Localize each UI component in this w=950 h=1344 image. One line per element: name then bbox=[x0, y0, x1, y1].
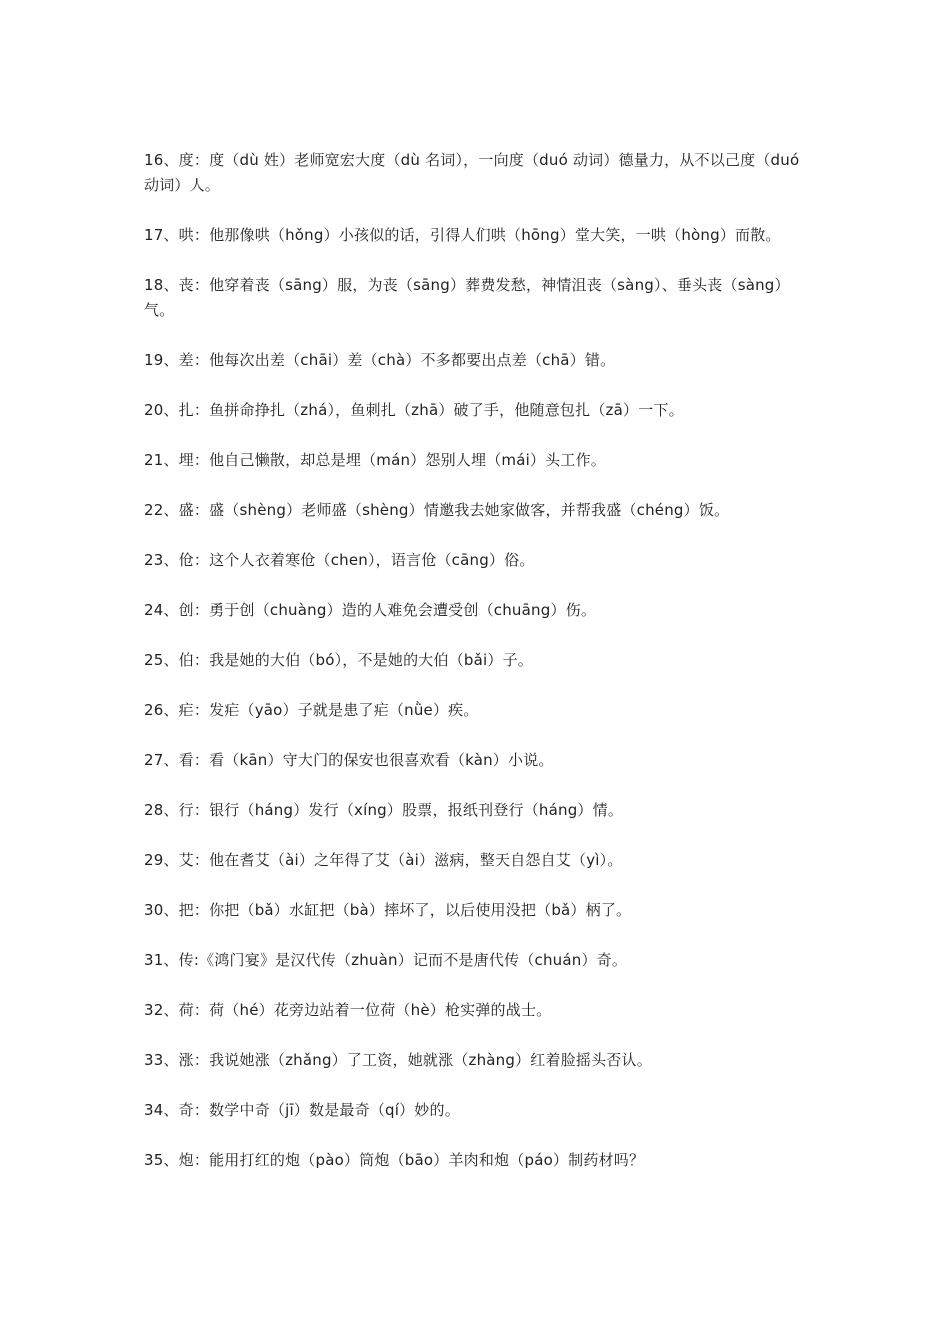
list-item: 34、奇：数学中奇（jī）数是最奇（qí）妙的。 bbox=[144, 1101, 460, 1119]
list-item: 24、创：勇于创（chuàng）造的人难免会遭受创（chuāng）伤。 bbox=[144, 601, 597, 619]
list-item: 21、埋：他自己懒散，却总是埋（mán）怨别人埋（mái）头工作。 bbox=[144, 451, 606, 469]
list-item: 20、扎：鱼拼命挣扎（zhá），鱼刺扎（zhā）破了手，他随意包扎（zā）一下。 bbox=[144, 401, 684, 419]
list-item: 29、艾：他在耆艾（ài）之年得了艾（ài）滋病，整天自怨自艾（yì）。 bbox=[144, 851, 623, 869]
list-item: 22、盛：盛（shèng）老师盛（shèng）情邀我去她家做客，并帮我盛（chéng）饭。 bbox=[144, 501, 730, 519]
list-item: 23、伧：这个人衣着寒伧（chen），语言伧（cāng）俗。 bbox=[144, 551, 535, 569]
list-item: 19、差：他每次出差（chāi）差（chà）不多都要出点差（chā）错。 bbox=[144, 351, 616, 369]
list-item: 25、伯：我是她的大伯（bó），不是她的大伯（bǎi）子。 bbox=[144, 651, 533, 669]
list-item: 26、疟：发疟（yāo）子就是患了疟（nǜe）疾。 bbox=[144, 701, 479, 719]
list-item: 32、荷：荷（hé）花旁边站着一位荷（hè）枪实弹的战士。 bbox=[144, 1001, 552, 1019]
list-item: 16、度：度（dù 姓）老师宽宏大度（dù 名词），一向度（duó 动词）德量力，从不以己度（duó 动词）人。 bbox=[144, 151, 800, 194]
list-item: 30、把：你把（bǎ）水缸把（bà）摔坏了，以后使用没把（bǎ）柄了。 bbox=[144, 901, 632, 919]
list-item: 18、丧：他穿着丧（sāng）服，为丧（sāng）葬费发愁，神情沮丧（sàng）、垂头丧（sàng）气。 bbox=[144, 276, 790, 319]
list-item: 31、传:《鸿门宴》是汉代传（zhuàn）记而不是唐代传（chuán）奇。 bbox=[144, 951, 628, 969]
list-item: 27、看：看（kān）守大门的保安也很喜欢看（kàn）小说。 bbox=[144, 751, 554, 769]
list-item: 17、哄：他那像哄（hǒng）小孩似的话，引得人们哄（hōng）堂大笑，一哄（hòng）而散。 bbox=[144, 226, 781, 244]
list-item: 28、行：银行（háng）发行（xíng）股票，报纸刊登行（háng）情。 bbox=[144, 801, 624, 819]
polyphone-list bbox=[144, 148, 800, 1198]
list-item: 33、涨：我说她涨（zhǎng）了工资，她就涨（zhàng）红着脸摇头否认。 bbox=[144, 1051, 652, 1069]
list-item: 35、炮：能用打红的炮（pào）筒炮（bāo）羊肉和炮（páo）制药材吗？ bbox=[144, 1151, 645, 1169]
